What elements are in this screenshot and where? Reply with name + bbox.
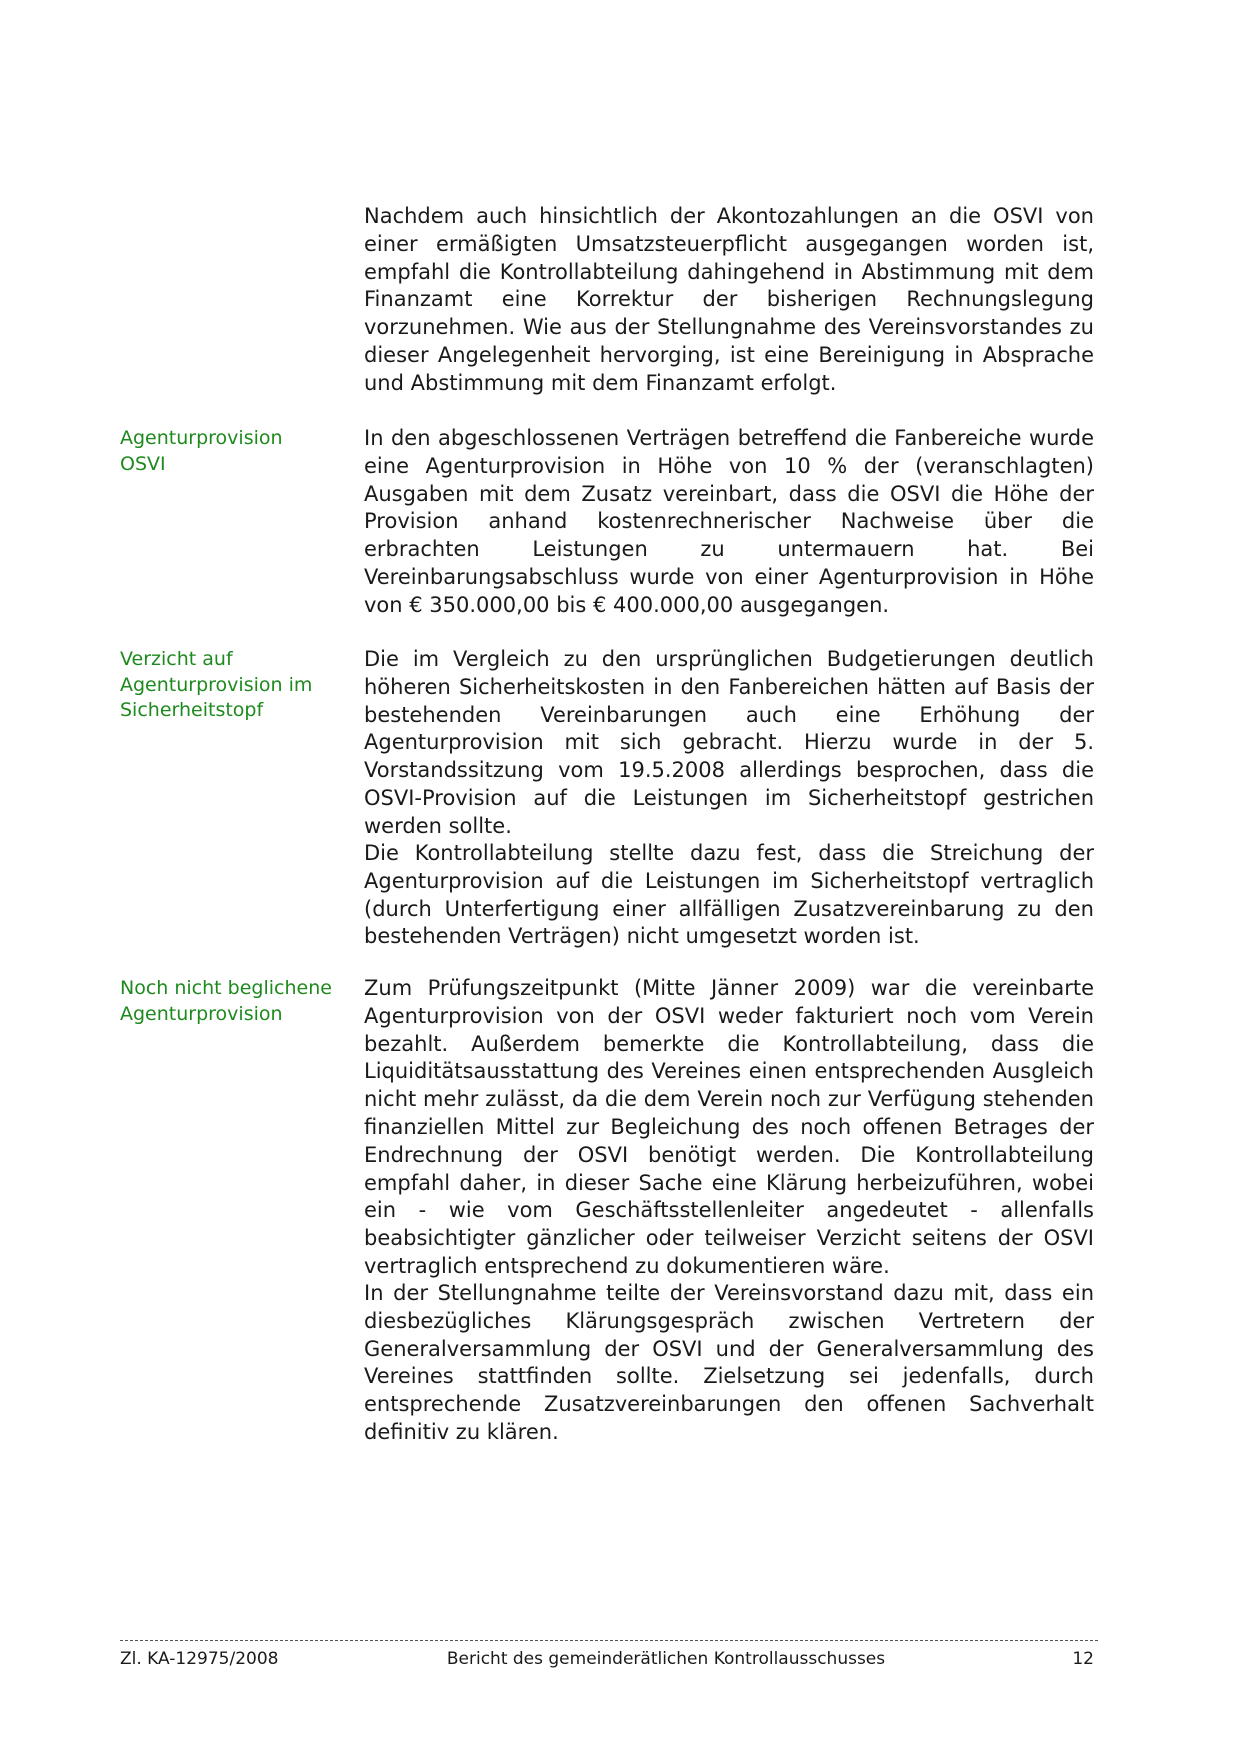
paragraph-streichung: Die Kontrollabteilung stellte dazu fest, dass die Streichung der Agenturprovision auf die Leistungen im Sicherheitstopf vertraglich (durch Unterfertigung einer allfälligen Zusatzvereinbarung zu den bestehenden Verträgen) nicht umgesetzt worden ist. <box>364 841 1094 949</box>
margin-note-agenturprovision-osvi <box>120 426 350 477</box>
margin-note-noch-nicht-beglichen <box>120 976 350 1027</box>
footer-title: Bericht des gemeinderätlichen Kontrollausschusses <box>446 1649 886 1669</box>
margin-note-verzicht <box>120 647 350 724</box>
paragraph-pruefungszeitpunkt: Zum Prüfungszeitpunkt (Mitte Jänner 2009) war die vereinbarte Agenturprovision von der OSVI weder fakturiert noch vom Verein bezahlt. Außerdem bemerkte die Kontrollabteilung, dass die Liquiditätsausstattung des Vereines einen entsprechenden Ausgleich nicht mehr zulässt, da die dem Verein noch zur Verfügung stehenden finanziellen Mittel zur Begleichung des noch offenen Betrages der Endrechnung der OSVI benötigt werden. Die Kontrollabteilung empfahl daher, in dieser Sache eine Klärung herbeizuführen, wobei ein - wie vom Geschäftsstellenleiter angedeutet - allenfalls beabsichtigter gänzlicher oder teilweiser Verzicht seitens der OSVI vertraglich entsprechend zu dokumentieren wäre. <box>364 976 1094 1278</box>
paragraph-agenturprovision: In den abgeschlossenen Verträgen betreffend die Fanbereiche wurde eine Agenturprovision in Höhe von 10 % der (veranschlagten) Ausgaben mit dem Zusatz vereinbart, dass die OSVI die Höhe der Provision anhand kostenrechnerischer Nachweise über die erbrachten Leistungen zu untermauern hat. Bei Vereinbarungsabschluss wurde von einer Agenturprovision in Höhe von € 350.000,00 bis € 400.000,00 ausgegangen. <box>364 426 1094 617</box>
margin-note-line: Agenturprovision im <box>120 673 313 696</box>
paragraph-umsatzsteuer: Nachdem auch hinsichtlich der Akontozahlungen an die OSVI von einer ermäßigten Umsatzsteuerpflicht ausgegangen worden ist, empfahl die Kontrollabteilung dahingehend in Abstimmung mit dem Finanzamt eine Korrektur der bisherigen Rechnungslegung vorzunehmen. Wie aus der Stellungnahme des Vereinsvorstandes zu dieser Angelegenheit hervorging, ist eine Bereinigung in Absprache und Abstimmung mit dem Finanzamt erfolgt. <box>364 204 1094 395</box>
footer-reference: Zl. KA-12975/2008 <box>120 1649 279 1669</box>
margin-note-line: OSVI <box>120 452 166 475</box>
margin-note-line: Verzicht auf <box>120 648 233 670</box>
paragraph-sicherheitskosten: Die im Vergleich zu den ursprünglichen Budgetierungen deutlich höheren Sicherheitskosten in den Fanbereichen hätten auf Basis der bestehenden Vereinbarungen auch eine Erhöhung der Agenturprovision mit sich gebracht. Hierzu wurde in der 5. Vorstandssitzung vom 19.5.2008 allerdings besprochen, dass die OSVI-Provision auf die Leistungen im Sicherheitstopf gestrichen werden sollte. <box>364 647 1094 838</box>
paragraph-stellungnahme: In der Stellungnahme teilte der Vereinsvorstand dazu mit, dass ein diesbezügliches Klärungsgespräch zwischen Vertretern der Generalversammlung der OSVI und der Generalversammlung des Vereines stattfinden sollte. Zielsetzung sei jedenfalls, durch entsprechende Zusatzvereinbarungen den offenen Sachverhalt definitiv zu klären. <box>364 1281 1094 1444</box>
margin-note-line: Agenturprovision <box>120 1002 283 1025</box>
footer-divider <box>120 1640 1098 1641</box>
margin-note-line: Agenturprovision <box>120 427 283 449</box>
margin-note-line: Noch nicht beglichene <box>120 977 332 999</box>
page-number: 12 <box>1072 1649 1094 1669</box>
margin-note-line: Sicherheitstopf <box>120 699 264 721</box>
